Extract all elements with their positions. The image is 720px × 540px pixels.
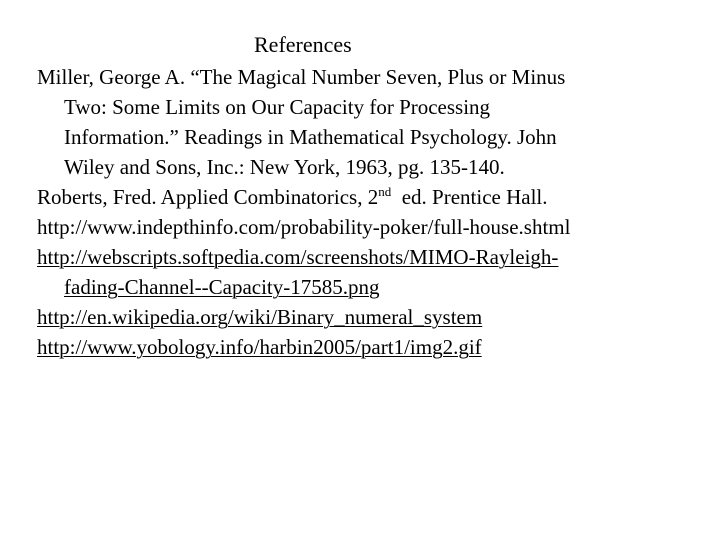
reference-roberts-text-after: ed. Prentice Hall. <box>391 185 548 209</box>
webscripts-link[interactable] <box>37 245 558 299</box>
reference-miller-line-2: Two: Some Limits on Our Capacity for Processing <box>64 95 491 119</box>
indepthinfo-url-text: http://www.indepthinfo.com/probability-poker/full-house.shtml <box>37 215 571 239</box>
reference-indepthinfo-url <box>37 212 709 242</box>
webscripts-link-line-2: fading-Channel--Capacity-17585.png <box>64 275 380 299</box>
wikipedia-link[interactable]: http://en.wikipedia.org/wiki/Binary_numeral_system <box>37 305 483 329</box>
reference-miller-line-4: Wiley and Sons, Inc.: New York, 1963, pg. 135-140. <box>64 155 505 179</box>
webscripts-link-line-1: http://webscripts.softpedia.com/screenshots/MIMO-Rayleigh- <box>37 245 559 269</box>
reference-webscripts-link <box>37 242 709 302</box>
reference-roberts <box>37 182 709 212</box>
reference-miller-line-3: Information.” Readings in Mathematical Psychology. John <box>64 125 557 149</box>
reference-roberts-text: Roberts, Fred. Applied Combinatorics, 2 <box>37 185 379 209</box>
reference-miller-line-1: Miller, George A. “The Magical Number Seven, Plus or Minus <box>37 65 566 89</box>
reference-roberts-superscript: nd <box>378 184 392 199</box>
reference-list <box>37 62 709 362</box>
slide-title: References <box>254 32 352 57</box>
reference-miller <box>37 62 709 182</box>
yobology-link[interactable]: http://www.yobology.info/harbin2005/part1/img2.gif <box>37 335 482 359</box>
reference-yobology-link <box>37 332 709 362</box>
reference-wikipedia-link <box>37 302 709 332</box>
